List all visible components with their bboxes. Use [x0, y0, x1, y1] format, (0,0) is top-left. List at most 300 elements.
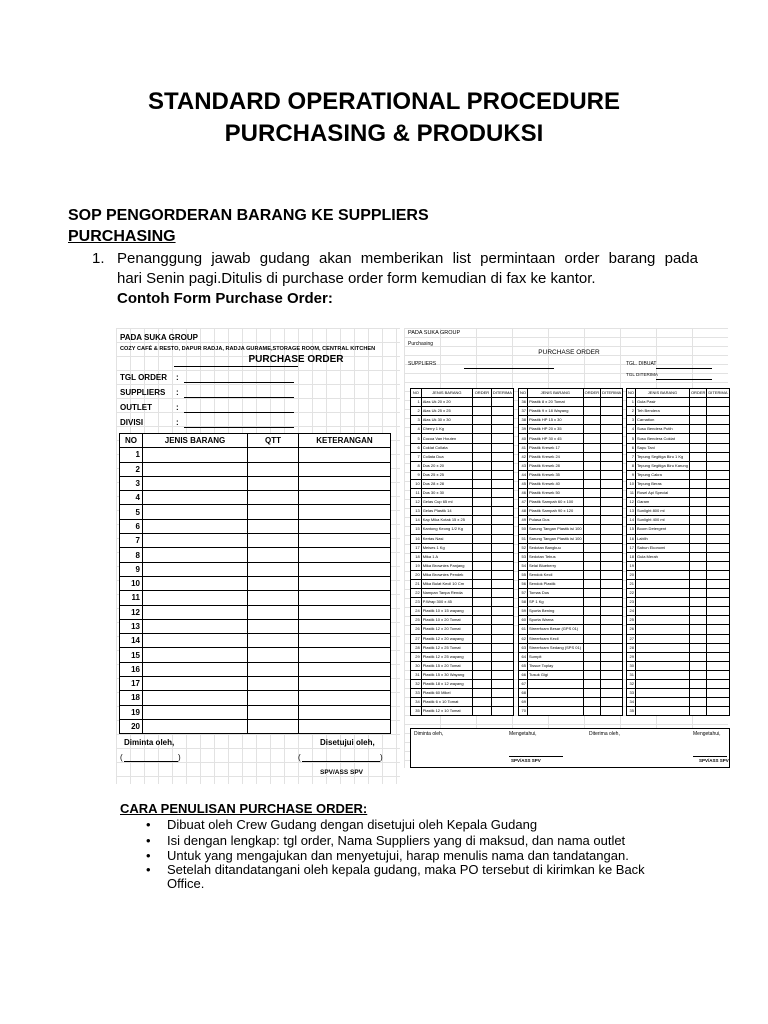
lf-cell-qtt[interactable] [248, 576, 299, 590]
rf-cell-received[interactable] [491, 689, 513, 698]
rf-received: Diterima oleh, [589, 731, 620, 737]
rf-cell-order[interactable] [583, 425, 600, 434]
rf-cell-order[interactable] [689, 643, 706, 652]
rf-cell-received[interactable] [491, 661, 513, 670]
rf-cell-order[interactable] [472, 570, 491, 579]
rf-cell-order[interactable] [583, 661, 600, 670]
rf-cell-order[interactable] [583, 489, 600, 498]
rf-cell-received[interactable] [491, 452, 513, 461]
rf-cell-received[interactable] [707, 525, 729, 534]
rf-cell-order[interactable] [472, 416, 491, 425]
lf-cell-qtt[interactable] [248, 677, 299, 691]
rf-cell-order[interactable] [583, 407, 600, 416]
rf-cell-received[interactable] [601, 407, 623, 416]
lf-cell-item[interactable] [143, 448, 248, 462]
lf-cell-note[interactable] [299, 705, 391, 719]
rf-cell-received[interactable] [707, 652, 729, 661]
rf-cell-received[interactable] [707, 607, 729, 616]
rf-row-item: Plastik Sampah 60 x 100 [528, 498, 584, 507]
rf-cell-order[interactable] [689, 398, 706, 407]
rf-cell-order[interactable] [689, 543, 706, 552]
lf-cell-item[interactable] [143, 677, 248, 691]
rf-cell-order[interactable] [689, 670, 706, 679]
rf-cell-received[interactable] [707, 516, 729, 525]
lf-cell-item[interactable] [143, 562, 248, 576]
lf-cell-note[interactable] [299, 462, 391, 476]
rf-cell-received[interactable] [707, 579, 729, 588]
rf-cell-received[interactable] [491, 461, 513, 470]
rf-cell-received[interactable] [491, 479, 513, 488]
lf-cell-note[interactable] [299, 591, 391, 605]
rf-cell-order[interactable] [583, 698, 600, 707]
rf-cell-order[interactable] [689, 479, 706, 488]
rf-cell-received[interactable] [707, 443, 729, 452]
rf-cell-received[interactable] [491, 507, 513, 516]
rf-cell-order[interactable] [689, 680, 706, 689]
rf-cell-received[interactable] [707, 589, 729, 598]
rf-cell-order[interactable] [689, 452, 706, 461]
rf-cell-order[interactable] [583, 643, 600, 652]
rf-cell-order[interactable] [689, 425, 706, 434]
lf-cell-note[interactable] [299, 576, 391, 590]
rf-cell-received[interactable] [491, 407, 513, 416]
lf-cell-note[interactable] [299, 534, 391, 548]
rf-row-item: Cocoa Van Houten [421, 434, 472, 443]
rf-cell-received[interactable] [707, 479, 729, 488]
rf-cell-received[interactable] [707, 507, 729, 516]
rf-cell-order[interactable] [472, 534, 491, 543]
rf-cell-received[interactable] [601, 707, 623, 716]
rf-cell-order[interactable] [689, 525, 706, 534]
lf-cell-qtt[interactable] [248, 634, 299, 648]
rf-cell-received[interactable] [491, 489, 513, 498]
rf-cell-order[interactable] [583, 598, 600, 607]
rf-row-item [636, 698, 690, 707]
rf-cell-received[interactable] [601, 525, 623, 534]
rf-cell-received[interactable] [707, 489, 729, 498]
rf-cell-received[interactable] [601, 516, 623, 525]
rf-cell-received[interactable] [491, 707, 513, 716]
lf-cell-note[interactable] [299, 677, 391, 691]
lf-table-row [120, 534, 391, 548]
lf-cell-item[interactable] [143, 519, 248, 533]
rf-cell-received[interactable] [491, 570, 513, 579]
rf-cell-order[interactable] [472, 470, 491, 479]
rf-cell-received[interactable] [707, 680, 729, 689]
rf-cell-order[interactable] [472, 561, 491, 570]
rf-cell-order[interactable] [472, 616, 491, 625]
lf-cell-note[interactable] [299, 619, 391, 633]
rf-cell-received[interactable] [707, 689, 729, 698]
rf-cell-order[interactable] [689, 698, 706, 707]
rf-cell-received[interactable] [601, 598, 623, 607]
rf-table-row [411, 670, 514, 679]
rf-cell-order[interactable] [689, 552, 706, 561]
rf-cell-order[interactable] [583, 452, 600, 461]
rf-cell-order[interactable] [472, 598, 491, 607]
rf-cell-order[interactable] [583, 570, 600, 579]
rf-cell-order[interactable] [583, 552, 600, 561]
lf-cell-item[interactable] [143, 662, 248, 676]
rf-row-number: 51 [519, 534, 528, 543]
lf-cell-qtt[interactable] [248, 519, 299, 533]
rf-cell-received[interactable] [707, 470, 729, 479]
rf-cell-received[interactable] [491, 434, 513, 443]
rf-cell-order[interactable] [472, 552, 491, 561]
lf-cell-item[interactable] [143, 605, 248, 619]
rf-cell-order[interactable] [689, 561, 706, 570]
rf-cell-received[interactable] [601, 461, 623, 470]
rf-cell-order[interactable] [472, 452, 491, 461]
lf-cell-item[interactable] [143, 648, 248, 662]
lf-col-no: NO [120, 434, 143, 448]
rf-cell-order[interactable] [689, 489, 706, 498]
rf-cell-order[interactable] [689, 689, 706, 698]
rf-cell-received[interactable] [707, 461, 729, 470]
rf-cell-order[interactable] [472, 525, 491, 534]
rf-cell-received[interactable] [707, 407, 729, 416]
rf-cell-received[interactable] [491, 625, 513, 634]
lf-cell-qtt[interactable] [248, 476, 299, 490]
rf-cell-received[interactable] [707, 452, 729, 461]
rf-cell-received[interactable] [707, 398, 729, 407]
rf-cell-received[interactable] [707, 707, 729, 716]
rf-cell-received[interactable] [491, 425, 513, 434]
rf-cell-received[interactable] [601, 625, 623, 634]
lf-cell-qtt[interactable] [248, 619, 299, 633]
rf-col-received: DITERIMA [601, 389, 623, 398]
rf-cell-order[interactable] [689, 461, 706, 470]
lf-cell-qtt[interactable] [248, 648, 299, 662]
lf-cell-item[interactable] [143, 719, 248, 733]
rf-row-number: 14 [627, 516, 636, 525]
lf-cell-note[interactable] [299, 448, 391, 462]
rf-row-number: 34 [411, 698, 422, 707]
rf-cell-received[interactable] [601, 398, 623, 407]
lf-sign-line [124, 761, 178, 762]
rf-cell-received[interactable] [491, 616, 513, 625]
rf-cell-received[interactable] [707, 561, 729, 570]
rf-cell-order[interactable] [689, 434, 706, 443]
rf-row-number: 9 [627, 470, 636, 479]
rf-cell-order[interactable] [472, 689, 491, 698]
rf-cell-order[interactable] [583, 670, 600, 679]
rf-cell-received[interactable] [707, 552, 729, 561]
rf-cell-received[interactable] [707, 698, 729, 707]
rf-cell-order[interactable] [689, 516, 706, 525]
rf-cell-received[interactable] [707, 570, 729, 579]
rf-cell-order[interactable] [472, 589, 491, 598]
rf-cell-received[interactable] [601, 561, 623, 570]
lf-cell-item[interactable] [143, 619, 248, 633]
rf-cell-order[interactable] [583, 689, 600, 698]
rf-cell-received[interactable] [707, 598, 729, 607]
rf-cell-order[interactable] [472, 607, 491, 616]
rf-cell-received[interactable] [707, 534, 729, 543]
rf-cell-order[interactable] [472, 461, 491, 470]
rf-cell-order[interactable] [689, 652, 706, 661]
lf-table-row [120, 648, 391, 662]
rf-cell-order[interactable] [472, 498, 491, 507]
rf-cell-received[interactable] [491, 525, 513, 534]
rf-cell-order[interactable] [472, 625, 491, 634]
rf-cell-received[interactable] [601, 498, 623, 507]
rf-cell-order[interactable] [689, 607, 706, 616]
rf-cell-received[interactable] [491, 534, 513, 543]
rf-cell-order[interactable] [472, 707, 491, 716]
rf-cell-received[interactable] [601, 479, 623, 488]
rf-cell-received[interactable] [601, 470, 623, 479]
rf-cell-received[interactable] [491, 498, 513, 507]
rf-cell-order[interactable] [583, 616, 600, 625]
lf-cell-note[interactable] [299, 648, 391, 662]
rf-cell-order[interactable] [472, 543, 491, 552]
lf-cell-qtt[interactable] [248, 491, 299, 505]
rf-cell-order[interactable] [583, 434, 600, 443]
rf-cell-order[interactable] [472, 698, 491, 707]
lf-cell-qtt[interactable] [248, 591, 299, 605]
rf-cell-received[interactable] [491, 470, 513, 479]
lf-cell-qtt[interactable] [248, 448, 299, 462]
rf-col-item: JENIS BARANG [421, 389, 472, 398]
rf-row-item: Sendok Kecil [528, 570, 584, 579]
rf-cell-order[interactable] [472, 434, 491, 443]
rf-cell-order[interactable] [472, 443, 491, 452]
rf-cell-received[interactable] [707, 434, 729, 443]
rf-cell-order[interactable] [583, 470, 600, 479]
rf-cell-received[interactable] [707, 543, 729, 552]
rf-cell-received[interactable] [491, 561, 513, 570]
rf-cell-order[interactable] [472, 579, 491, 588]
rf-cell-received[interactable] [491, 598, 513, 607]
lf-cell-item[interactable] [143, 534, 248, 548]
lf-cell-item[interactable] [143, 591, 248, 605]
rf-row-item: Tusuk Gigi [528, 670, 584, 679]
rf-cell-order[interactable] [472, 489, 491, 498]
rf-row-item: Dus 25 x 25 [421, 470, 472, 479]
rf-cell-order[interactable] [583, 507, 600, 516]
lf-cell-note[interactable] [299, 505, 391, 519]
rf-cell-order[interactable] [583, 416, 600, 425]
rf-cell-order[interactable] [472, 407, 491, 416]
lf-cell-qtt[interactable] [248, 534, 299, 548]
rf-cell-received[interactable] [491, 516, 513, 525]
rf-cell-order[interactable] [583, 525, 600, 534]
rf-cell-order[interactable] [472, 507, 491, 516]
rf-cell-received[interactable] [601, 616, 623, 625]
lf-cell-note[interactable] [299, 562, 391, 576]
rf-cell-order[interactable] [583, 443, 600, 452]
rf-cell-received[interactable] [491, 398, 513, 407]
rf-cell-received[interactable] [491, 607, 513, 616]
rf-cell-received[interactable] [707, 661, 729, 670]
rf-cell-order[interactable] [583, 461, 600, 470]
rf-cell-received[interactable] [491, 634, 513, 643]
rf-cell-received[interactable] [707, 498, 729, 507]
lf-cell-note[interactable] [299, 691, 391, 705]
rf-cell-received[interactable] [491, 698, 513, 707]
rf-table-row [519, 498, 623, 507]
rf-row-item: Meises 1 Kg [421, 543, 472, 552]
rf-cell-received[interactable] [491, 543, 513, 552]
rf-cell-order[interactable] [583, 561, 600, 570]
rf-cell-received[interactable] [601, 643, 623, 652]
rf-cell-order[interactable] [583, 625, 600, 634]
rf-cell-received[interactable] [707, 634, 729, 643]
lf-cell-note[interactable] [299, 519, 391, 533]
rf-cell-received[interactable] [601, 507, 623, 516]
rf-cell-order[interactable] [583, 680, 600, 689]
rf-cell-order[interactable] [689, 534, 706, 543]
rf-cell-received[interactable] [601, 698, 623, 707]
rf-cell-order[interactable] [472, 479, 491, 488]
lf-cell-qtt[interactable] [248, 462, 299, 476]
rf-cell-order[interactable] [472, 516, 491, 525]
rf-row-number: 42 [519, 452, 528, 461]
lf-cell-note[interactable] [299, 491, 391, 505]
rf-cell-received[interactable] [601, 443, 623, 452]
rf-cell-received[interactable] [491, 680, 513, 689]
rf-cell-order[interactable] [689, 589, 706, 598]
rf-cell-order[interactable] [472, 643, 491, 652]
rf-cell-received[interactable] [601, 579, 623, 588]
rf-cell-order[interactable] [583, 516, 600, 525]
rf-cell-received[interactable] [601, 425, 623, 434]
rf-cell-received[interactable] [491, 443, 513, 452]
rf-cell-order[interactable] [583, 543, 600, 552]
rf-cell-received[interactable] [601, 589, 623, 598]
section-heading: SOP PENGORDERAN BARANG KE SUPPLIERS [68, 207, 429, 224]
rf-cell-order[interactable] [689, 598, 706, 607]
rf-row-number: 18 [627, 552, 636, 561]
rf-cell-order[interactable] [689, 661, 706, 670]
lf-cell-note[interactable] [299, 662, 391, 676]
rf-cell-received[interactable] [707, 625, 729, 634]
rf-cell-order[interactable] [472, 680, 491, 689]
rf-cell-received[interactable] [601, 434, 623, 443]
rf-cell-received[interactable] [601, 670, 623, 679]
lf-cell-qtt[interactable] [248, 705, 299, 719]
rf-cell-received[interactable] [491, 670, 513, 679]
rf-col-order: ORDER [472, 389, 491, 398]
rf-row-number: 35 [627, 707, 636, 716]
lf-cell-note[interactable] [299, 634, 391, 648]
rf-cell-order[interactable] [689, 416, 706, 425]
rf-cell-received[interactable] [707, 643, 729, 652]
rf-cell-received[interactable] [601, 552, 623, 561]
lf-cell-item[interactable] [143, 691, 248, 705]
lf-cell-qtt[interactable] [248, 505, 299, 519]
lf-cell-note[interactable] [299, 719, 391, 733]
lf-cell-item[interactable] [143, 548, 248, 562]
rf-cell-order[interactable] [472, 652, 491, 661]
rf-cell-order[interactable] [689, 570, 706, 579]
rf-cell-order[interactable] [583, 534, 600, 543]
lf-cell-qtt[interactable] [248, 719, 299, 733]
lf-cell-item[interactable] [143, 476, 248, 490]
lf-table-row [120, 719, 391, 733]
rf-cell-received[interactable] [601, 534, 623, 543]
rf-cell-order[interactable] [689, 625, 706, 634]
rf-row-number: 44 [519, 470, 528, 479]
rf-cell-order[interactable] [472, 670, 491, 679]
rf-cell-order[interactable] [583, 607, 600, 616]
lf-cell-item[interactable] [143, 634, 248, 648]
rf-cell-received[interactable] [601, 634, 623, 643]
rf-table-row [627, 598, 730, 607]
rf-cell-received[interactable] [491, 552, 513, 561]
rf-cell-received[interactable] [491, 652, 513, 661]
rf-cell-order[interactable] [583, 579, 600, 588]
lf-cell-qtt[interactable] [248, 691, 299, 705]
rf-cell-received[interactable] [491, 643, 513, 652]
lf-cell-item[interactable] [143, 491, 248, 505]
rf-cell-order[interactable] [472, 634, 491, 643]
rf-cell-received[interactable] [601, 680, 623, 689]
rf-cell-order[interactable] [689, 634, 706, 643]
rf-cell-received[interactable] [601, 661, 623, 670]
rf-cell-order[interactable] [583, 652, 600, 661]
lf-cell-note[interactable] [299, 548, 391, 562]
rf-cell-order[interactable] [583, 707, 600, 716]
rf-cell-received[interactable] [601, 570, 623, 579]
rf-cell-order[interactable] [689, 616, 706, 625]
rf-cell-received[interactable] [491, 416, 513, 425]
rf-cell-order[interactable] [583, 398, 600, 407]
rf-cell-received[interactable] [601, 416, 623, 425]
rf-cell-order[interactable] [583, 634, 600, 643]
lf-cell-note[interactable] [299, 476, 391, 490]
rf-cell-received[interactable] [601, 652, 623, 661]
lf-cell-qtt[interactable] [248, 605, 299, 619]
rf-cell-order[interactable] [689, 507, 706, 516]
rf-table-row [627, 507, 730, 516]
rf-cell-received[interactable] [707, 670, 729, 679]
lf-cell-item[interactable] [143, 705, 248, 719]
rf-cell-order[interactable] [689, 579, 706, 588]
lf-cell-qtt[interactable] [248, 562, 299, 576]
rf-cell-order[interactable] [472, 398, 491, 407]
rf-cell-received[interactable] [601, 543, 623, 552]
rf-cell-order[interactable] [583, 498, 600, 507]
rf-cell-order[interactable] [689, 407, 706, 416]
rf-cell-order[interactable] [689, 443, 706, 452]
rf-cell-order[interactable] [583, 589, 600, 598]
rf-cell-received[interactable] [491, 589, 513, 598]
rf-cell-received[interactable] [707, 425, 729, 434]
rf-cell-order[interactable] [583, 479, 600, 488]
lf-cell-qtt[interactable] [248, 662, 299, 676]
rf-row-number: 31 [627, 670, 636, 679]
lf-cell-item[interactable] [143, 576, 248, 590]
lf-cell-item[interactable] [143, 462, 248, 476]
rf-cell-received[interactable] [491, 579, 513, 588]
rf-cell-order[interactable] [689, 707, 706, 716]
rf-cell-order[interactable] [472, 425, 491, 434]
lf-cell-item[interactable] [143, 505, 248, 519]
rf-cell-received[interactable] [601, 689, 623, 698]
lf-cell-note[interactable] [299, 605, 391, 619]
lf-cell-qtt[interactable] [248, 548, 299, 562]
rf-cell-received[interactable] [707, 416, 729, 425]
rf-cell-order[interactable] [689, 470, 706, 479]
rf-cell-received[interactable] [601, 452, 623, 461]
rf-cell-received[interactable] [601, 489, 623, 498]
rf-cell-received[interactable] [601, 607, 623, 616]
rf-cell-order[interactable] [689, 498, 706, 507]
rf-cell-received[interactable] [707, 616, 729, 625]
rf-cell-order[interactable] [472, 661, 491, 670]
